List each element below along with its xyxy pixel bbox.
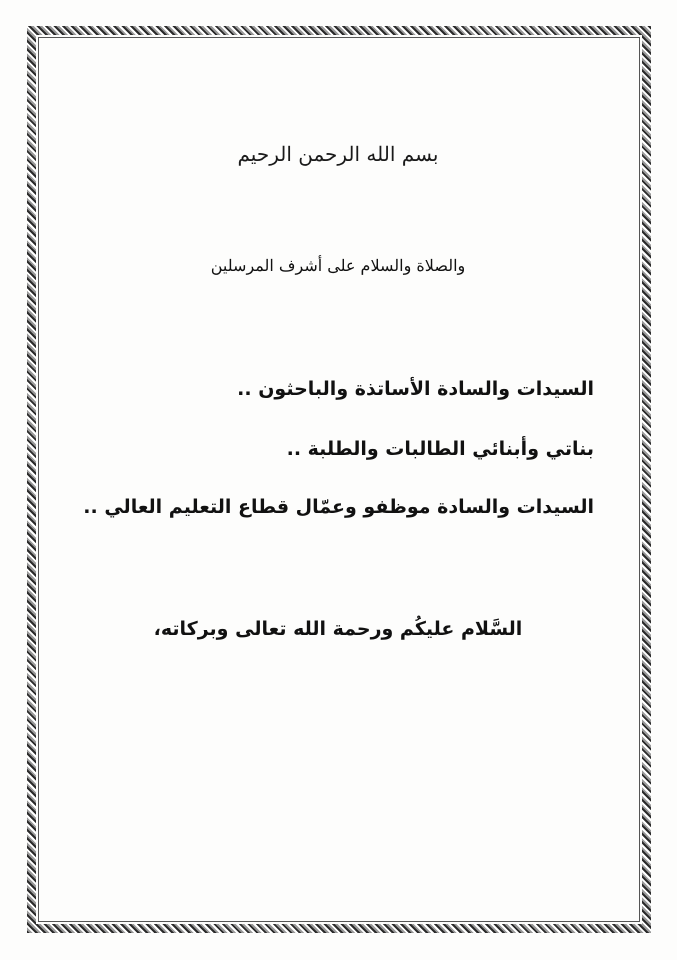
basmala-calligraphy: بسم الله الرحمن الرحيم xyxy=(237,142,439,166)
greeting-staff: السيدات والسادة موظفو وعمّال قطاع التعليم العالي .. xyxy=(83,496,594,518)
greeting-students: بناتي وأبنائي الطالبات والطلبة .. xyxy=(286,438,594,460)
closing-greeting: السَّلام عليكُم ورحمة الله تعالى وبركاته، xyxy=(153,618,523,640)
salutation-line: والصلاة والسلام على أشرف المرسلين xyxy=(210,256,466,275)
letter-content xyxy=(60,60,616,900)
greeting-professors: السيدات والسادة الأساتذة والباحثون .. xyxy=(237,378,594,400)
